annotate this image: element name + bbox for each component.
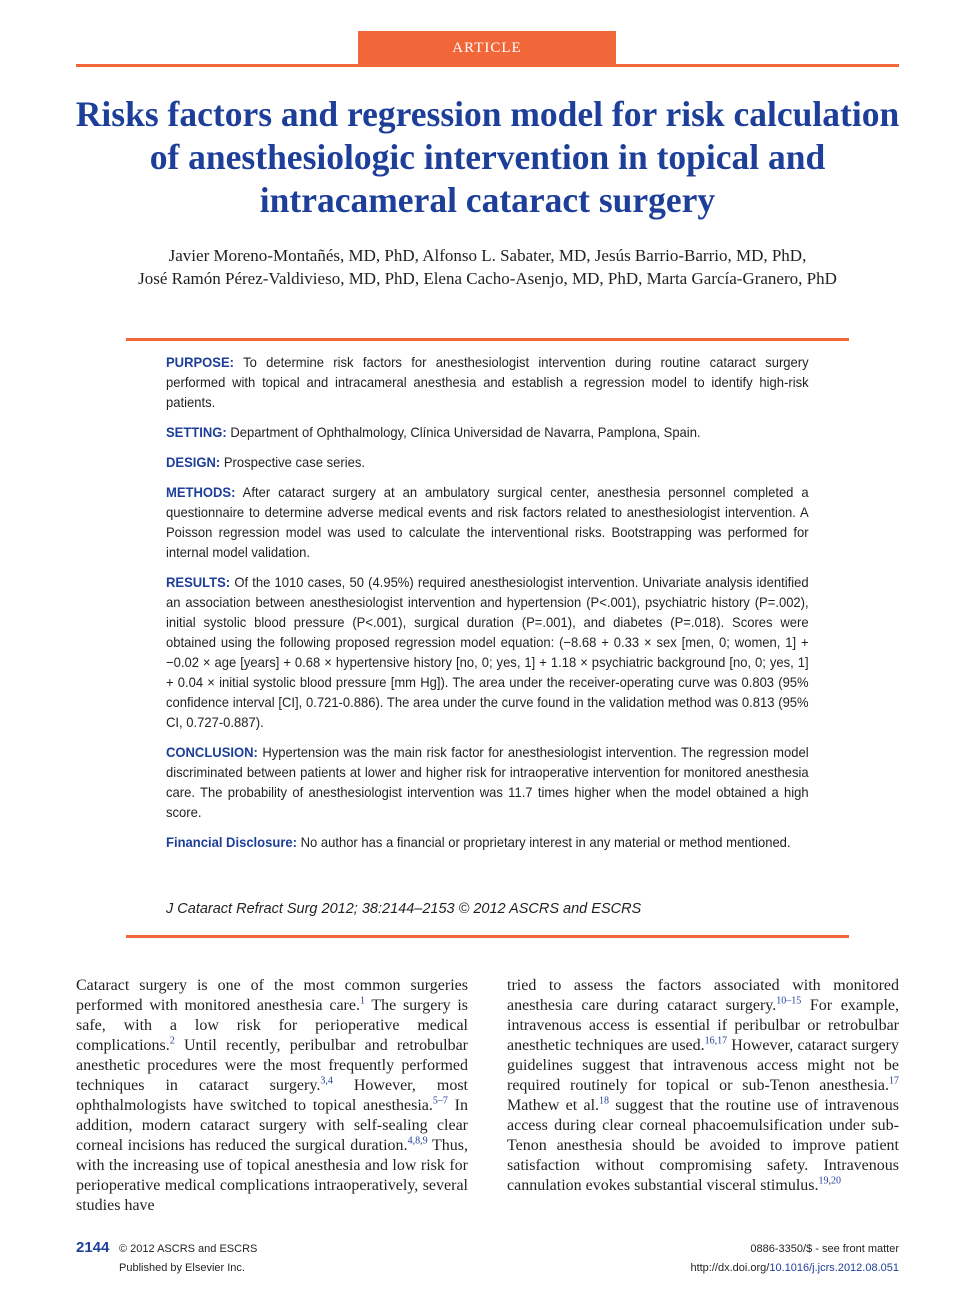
abstract-purpose [166,352,809,412]
citation-ref-link[interactable]: 17 [889,1075,899,1087]
footer-copyright: © 2012 ASCRS and ESCRS [119,1243,258,1255]
abstract-setting [166,422,809,442]
section-text: Prospective case series. [220,454,365,470]
body-text: tried to assess the factors associated with monitored anesthesia care during cataract surgery. [507,977,899,1014]
body-text: In addition, modern cataract surgery with self-sealing clear corneal incisions has reduced the surgical duration. [76,1097,469,1154]
abstract-methods [166,482,809,562]
body-text: Cataract surgery is one of the most common surgeries performed with monitored anesthesia care. [76,977,468,1014]
abstract-disclosure [166,832,809,852]
section-text: To determine risk factors for anesthesiologist intervention during routine cataract surgery performed with topical and intracameral anesthesia and establish a regression model to identify high-risk patients. [166,354,809,410]
section-label: PURPOSE: [166,354,235,370]
abstract-top-rule [126,338,849,341]
section-label: Financial Disclosure: [166,834,297,850]
article-title: Risks factors and regression model for risk calculation of anesthesiologic intervention in topical and intracameral cataract surgery [75,94,900,220]
citation-ref-link[interactable]: 18 [599,1095,610,1107]
section-label: SETTING: [166,424,227,440]
body-text: Mathew et al. [507,1097,600,1114]
author-line: Javier Moreno-Montañés, MD, PhD, Alfonso L. Sabater, MD, Jesús Barrio-Barrio, MD, PhD, [168,246,807,265]
section-text: After cataract surgery at an ambulatory surgical center, anesthesia personnel completed a questionnaire to determine adverse medical events and risk factors related to anesthesiologist intervention. A Poisson regression model was used to calculate the interventional risks. Bootstrapping was performed for internal model validation. [166,484,809,560]
abstract-conclusion [166,742,809,822]
citation-ref-link[interactable]: 3,4 [320,1075,333,1087]
body-text: The surgery is safe, with a low risk for perioperative medical complications. [76,997,468,1054]
abstract [166,352,809,862]
citation-ref-link[interactable]: 10–15 [776,995,802,1007]
citation-ref-link[interactable]: 16,17 [704,1035,728,1047]
page-number: 2144 [76,1239,110,1256]
section-text: Of the 1010 cases, 50 (4.95%) required anesthesiologist intervention. Univariate analysis identified an association between anesthesiologist intervention and hypertension (P<.001), psychiatric history (P=.002), initial systolic blood pressure (P<.001), surgical duration (P=.001), and diabetes (P=.018). Scores were obtained using the following proposed regression model equation: (−8.68 + 0.33 × sex [men, 0; women, 1] + −0.02 × age [years] + 0.68 × hypertensive history [no, 0; yes, 1] + 1.18 × psychiatric background [no, 0; yes, 1] + 0.04 × initial systolic blood pressure [mm Hg]). The area under the receiver-operating curve was 0.803 (95% confidence interval [CI], 0.721-0.886). The area under the curve found in the validation method was 0.813 (95% CI, 0.727-0.887). [166,574,809,730]
section-text: Department of Ophthalmology, Clínica Universidad de Navarra, Pamplona, Spain. [226,424,701,440]
doi-prefix: http://dx.doi.org/ [690,1262,770,1274]
citation-ref-link[interactable]: 4,8,9 [407,1135,428,1147]
body-text: However, cataract surgery guidelines suggest that intravenous access might not be required routinely for topical or sub-Tenon anesthesia. [507,1037,900,1094]
author-line: José Ramón Pérez-Valdivieso, MD, PhD, Elena Cacho-Asenjo, MD, PhD, Marta García-Granero, PhD [138,269,837,288]
section-label: CONCLUSION: [166,744,258,760]
body-text: For example, intravenous access is essential if peribulbar or retrobulbar anesthetic techniques are used. [507,997,899,1054]
body-text: Thus, with the increasing use of topical anesthesia and low risk for perioperative medical complications intraoperatively, several studies have [76,1137,469,1214]
body-column-left [76,976,468,1216]
section-label: DESIGN: [166,454,221,470]
section-label: RESULTS: [166,574,231,590]
section-text: Hypertension was the main risk factor for anesthesiologist intervention. The regression model discriminated between patients at lower and higher risk for intraoperative intervention for monitored anesthesia care. The probability of anesthesiologist intervention was 11.7 times higher when the model obtained a high score. [166,744,809,820]
abstract-results [166,572,809,732]
body-column-right [507,976,899,1196]
citation-ref-link[interactable]: 19,20 [818,1175,841,1187]
section-label: METHODS: [166,484,236,500]
doi-link[interactable]: 10.1016/j.jcrs.2012.08.051 [769,1262,899,1274]
abstract-bottom-rule [126,935,849,938]
author-list [50,244,925,290]
footer-issn: 0886-3350/$ - see front matter [750,1243,899,1255]
abstract-design [166,452,809,472]
article-type-tag: ARTICLE [358,31,616,65]
header-rule [76,64,899,67]
citation-ref-link[interactable]: 2 [169,1035,175,1047]
citation-ref-link[interactable]: 5–7 [432,1095,448,1107]
body-text: However, most ophthalmologists have switched to topical anesthesia. [76,1077,468,1114]
body-text: suggest that the routine use of intravenous access during clear corneal phacoemulsification under sub-Tenon anesthesia should be avoided to improve patient satisfaction without compromising safety. Intravenous cannulation evokes substantial visceral stimulus. [507,1097,899,1194]
footer-doi[interactable] [690,1262,899,1274]
citation-ref-link[interactable]: 1 [359,995,365,1007]
body-text: Until recently, peribulbar and retrobulbar anesthetic procedures were the most frequently performed techniques in cataract surgery. [76,1037,468,1094]
section-text: No author has a financial or proprietary interest in any material or method mentioned. [296,834,791,850]
journal-citation: J Cataract Refract Surg 2012; 38:2144–2153 © 2012 ASCRS and ESCRS [166,901,642,917]
footer-publisher: Published by Elsevier Inc. [119,1262,245,1274]
